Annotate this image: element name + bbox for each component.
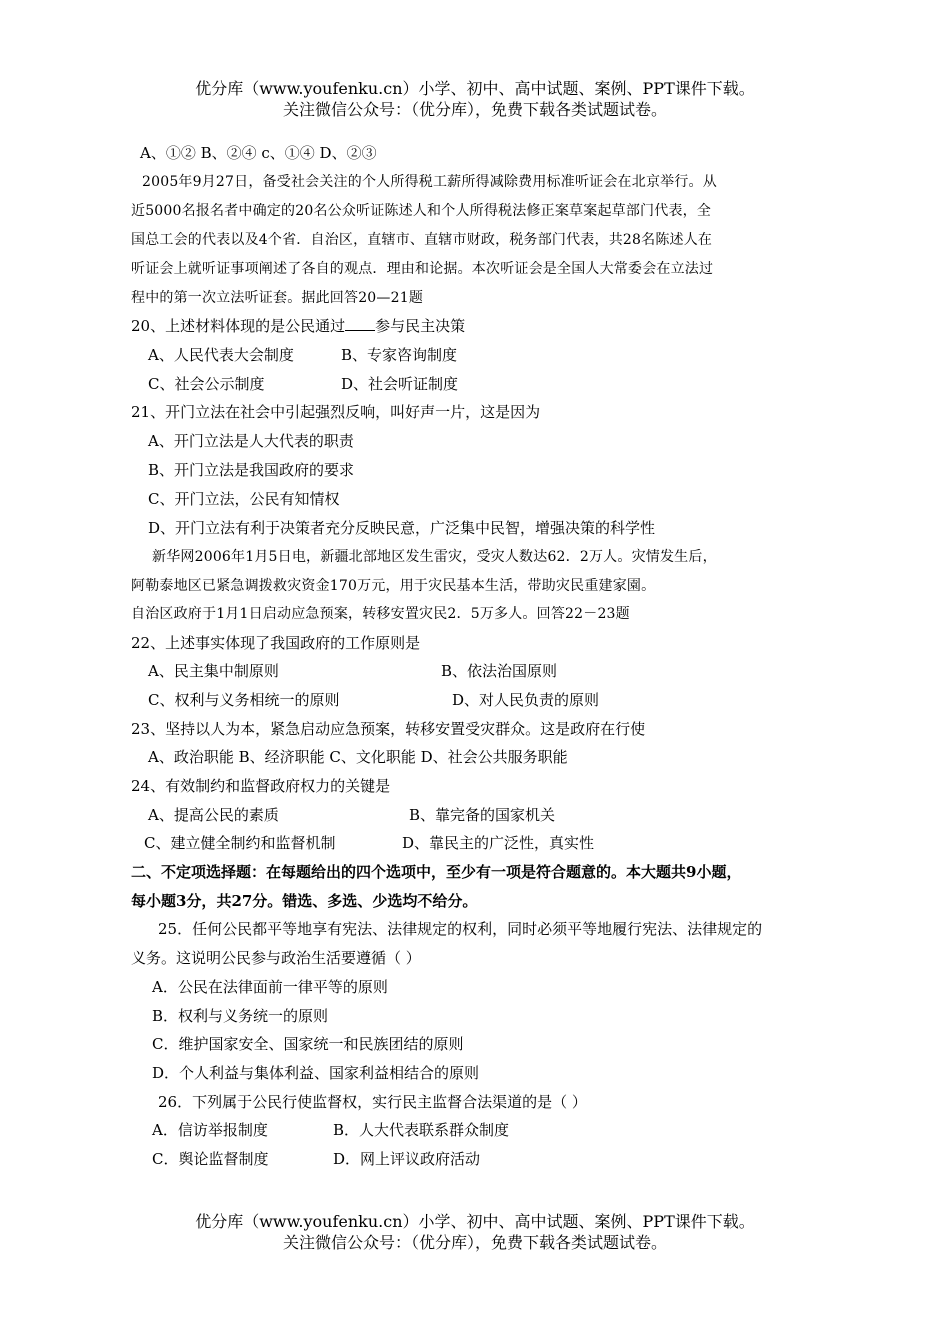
q24-option-c: C、建立健全制约和监督机制 <box>144 834 336 852</box>
q22-option-a: A、民主集中制原则 <box>148 662 279 680</box>
q25-stem-line-2: 义务。这说明公民参与政治生活要遵循（ ） <box>131 949 421 967</box>
page-header <box>0 78 950 120</box>
q24-option-b: B、靠完备的国家机关 <box>409 806 556 824</box>
q22-option-b: B、依法治国原则 <box>441 662 558 680</box>
material2-line-2: 阿勒泰地区已紧急调拨救灾资金170万元，用于灾民基本生活，带助灾民重建家園。 <box>131 578 656 594</box>
q20-option-c: C、社会公示制度 <box>148 375 265 393</box>
q21-option-c: C、开门立法，公民有知情权 <box>148 490 340 508</box>
q20-stem-start: 20、上述材料体现的是公民通过 <box>131 317 346 335</box>
q22-option-c: C、权利与义务相统一的原则 <box>148 691 340 709</box>
header-line-1: 优分库（www.youfenku.cn）小学、初中、高中试题、案例、PPT课件下载。 <box>195 79 755 98</box>
material1-line-2: 近5000名报名者中确定的20名公众听证陈述人和个人所得税法修正案草案起草部门代表，全 <box>131 203 712 219</box>
q24-option-d: D、靠民主的广泛性，真实性 <box>402 834 595 852</box>
q26-option-c: C．舆论监督制度 <box>152 1150 269 1168</box>
q23-options: A、政治职能 B、经济职能 C、文化职能 D、社会公共服务职能 <box>148 748 568 766</box>
section2-heading-line-2: 每小题3分，共27分。错选、多选、少选均不给分。 <box>131 892 478 910</box>
q20-stem-end: 参与民主决策 <box>375 317 466 335</box>
header-line-2: 关注微信公众号：（优分库），免费下载各类试题试卷。 <box>282 100 667 119</box>
q23-stem: 23、坚持以人为本，紧急启动应急预案，转移安置受灾群众。这是政府在行使 <box>131 720 646 738</box>
q26-option-b: B．人大代表联系群众制度 <box>333 1121 510 1139</box>
q21-option-a: A、开门立法是人大代表的职责 <box>148 432 354 450</box>
q26-stem: 26．下列属于公民行使监督权，实行民主监督合法渠道的是（ ） <box>158 1093 587 1111</box>
footer-line-1: 优分库（www.youfenku.cn）小学、初中、高中试题、案例、PPT课件下载。 <box>195 1212 755 1231</box>
q20-option-d: D、社会听证制度 <box>341 375 459 393</box>
material1-line-4: 听证会上就听证事项阐述了各自的观点．理由和论据。本次听证会是全国人大常委会在立法过 <box>131 261 714 277</box>
material1-line-1: 2005年9月27日，备受社会关注的个人所得税工薪所得减除费用标准听证会在北京举行。从 <box>142 174 717 190</box>
q20-blank <box>345 316 375 331</box>
q22-option-d: D、对人民负责的原则 <box>452 691 600 709</box>
footer-line-2: 关注微信公众号：（优分库），免费下载各类试题试卷。 <box>282 1233 667 1252</box>
q24-option-a: A、提高公民的素质 <box>148 806 279 824</box>
q24-stem: 24、有效制约和监督政府权力的关键是 <box>131 777 391 795</box>
q26-option-d: D．网上评议政府活动 <box>333 1150 481 1168</box>
q25-option-c: C．维护国家安全、国家统一和民族团结的原则 <box>152 1035 464 1053</box>
q21-option-b: B、开门立法是我国政府的要求 <box>148 461 355 479</box>
q25-option-a: A．公民在法律面前一律平等的原则 <box>152 978 388 996</box>
material2-line-1: 新华网2006年1月5日电，新疆北部地区发生雷灾，受灾人数达62．2万人。灾情发生后， <box>152 549 717 565</box>
q20-option-a: A、人民代表大会制度 <box>148 346 294 364</box>
page-footer <box>0 1211 950 1253</box>
q25-option-d: D．个人利益与集体利益、国家利益相结合的原则 <box>152 1064 480 1082</box>
q25-stem-line-1: 25．任何公民都平等地享有宪法、法律规定的权利，同时必须平等地履行宪法、法律规定的 <box>158 920 763 938</box>
q26-option-a: A．信访举报制度 <box>152 1121 268 1139</box>
q21-stem: 21、开门立法在社会中引起强烈反响，叫好声一片，这是因为 <box>131 403 541 421</box>
q25-option-b: B．权利与义务统一的原则 <box>152 1007 329 1025</box>
q21-option-d: D、开门立法有利于决策者充分反映民意，广泛集中民智，增强决策的科学性 <box>148 519 656 537</box>
q19-options: A、①② B、②④ c、①④ D、②③ <box>140 144 377 162</box>
section2-heading-line-1: 二、不定项选择题：在每题给出的四个选项中，至少有一项是符合题意的。本大题共9小题， <box>131 863 742 881</box>
q20-stem <box>131 316 465 336</box>
q22-stem: 22、上述事实体现了我国政府的工作原则是 <box>131 634 421 652</box>
q20-option-b: B、专家咨询制度 <box>341 346 458 364</box>
material1-line-5: 程中的第一次立法听证套。据此回答20—21题 <box>131 290 424 306</box>
material2-line-3: 自治区政府于1月1日启动应急预案，转移安置灾民2．5万多人。回答22－23题 <box>131 606 630 622</box>
material1-line-3: 国总工会的代表以及4个省．自治区，直辖市、直辖市财政，税务部门代表，共28名陈述人在 <box>131 232 713 248</box>
